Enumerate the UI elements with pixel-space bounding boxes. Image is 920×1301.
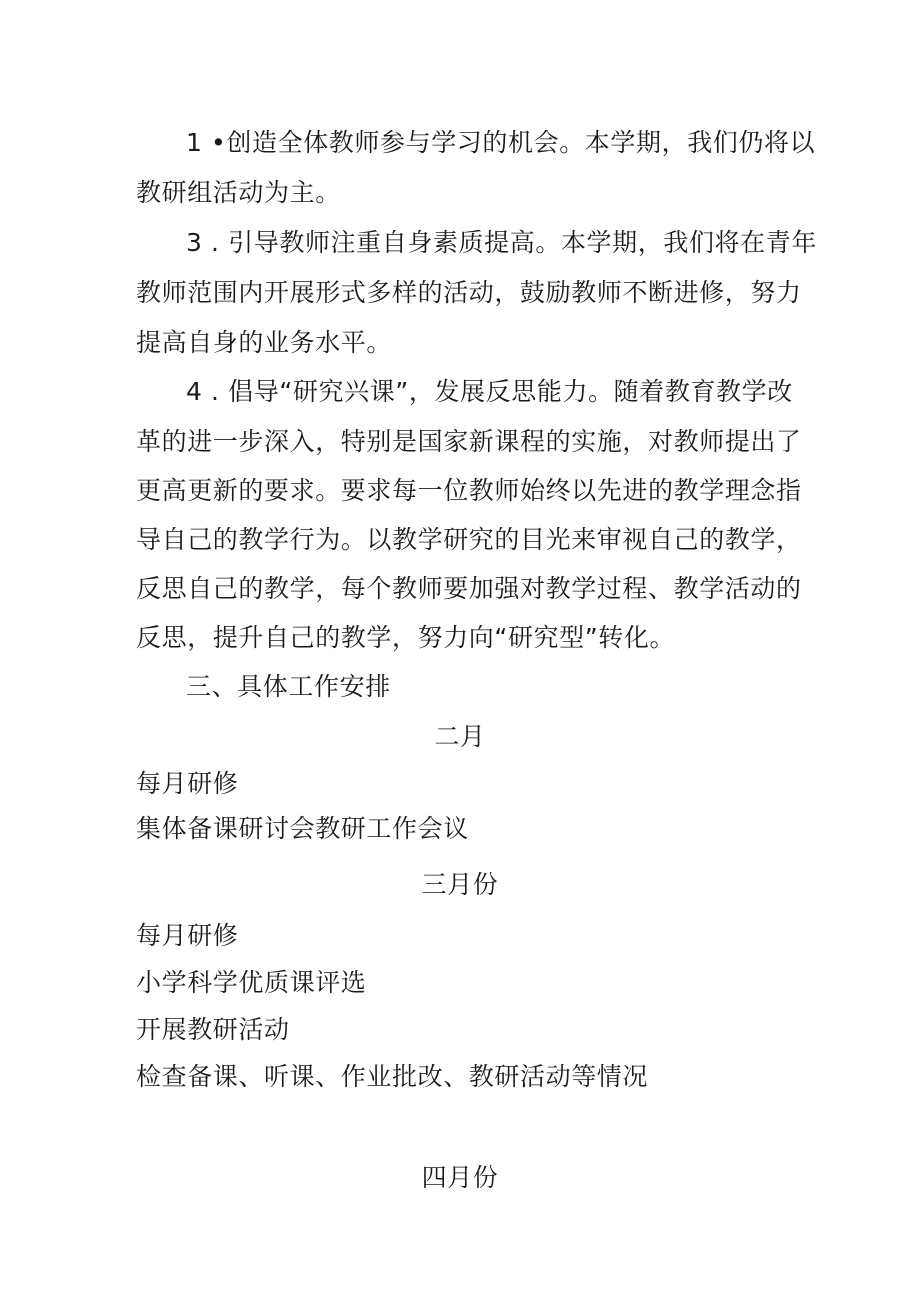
month-title-february: 二月	[434, 722, 486, 751]
paragraph-3-line-3: 更高更新的要求。要求每一位教师始终以先进的教学理念指	[136, 476, 802, 505]
list-item: 开展教研活动	[136, 1015, 290, 1044]
section-heading: 三、具体工作安排	[186, 672, 391, 701]
paragraph-2-line-1: 3 . 引导教师注重自身素质提高。本学期，我们将在青年	[186, 228, 817, 257]
month-title-april: 四月份	[421, 1163, 499, 1192]
paragraph-1-line-2: 教研组活动为主。	[136, 178, 341, 207]
paragraph-3-line-5: 反思自己的教学，每个教师要加强对教学过程、教学活动的	[136, 574, 802, 603]
list-item: 检查备课、听课、作业批改、教研活动等情况	[136, 1062, 649, 1091]
paragraph-3-line-2: 革的进一步深入，特别是国家新课程的实施，对教师提出了	[136, 427, 802, 456]
paragraph-3-line-6: 反思，提升自己的教学，努力向“研究型”转化。	[136, 623, 676, 652]
list-item: 每月研修	[136, 769, 239, 798]
list-item: 集体备课研讨会教研工作会议	[136, 814, 469, 843]
paragraph-3-line-4: 导自己的教学行为。以教学研究的目光来审视自己的教学，	[136, 525, 802, 554]
paragraph-2-line-3: 提高自身的业务水平。	[136, 328, 393, 357]
paragraph-1-line-1: 1 •创造全体教师参与学习的机会。本学期，我们仍将以	[186, 128, 816, 157]
list-item: 每月研修	[136, 921, 239, 950]
list-item: 小学科学优质课评选	[136, 968, 367, 997]
paragraph-3-line-1: 4 . 倡导“研究兴课”，发展反思能力。随着教育教学改	[186, 377, 793, 406]
paragraph-2-line-2: 教师范围内开展形式多样的活动，鼓励教师不断进修，努力	[136, 278, 802, 307]
month-title-march: 三月份	[421, 870, 499, 899]
